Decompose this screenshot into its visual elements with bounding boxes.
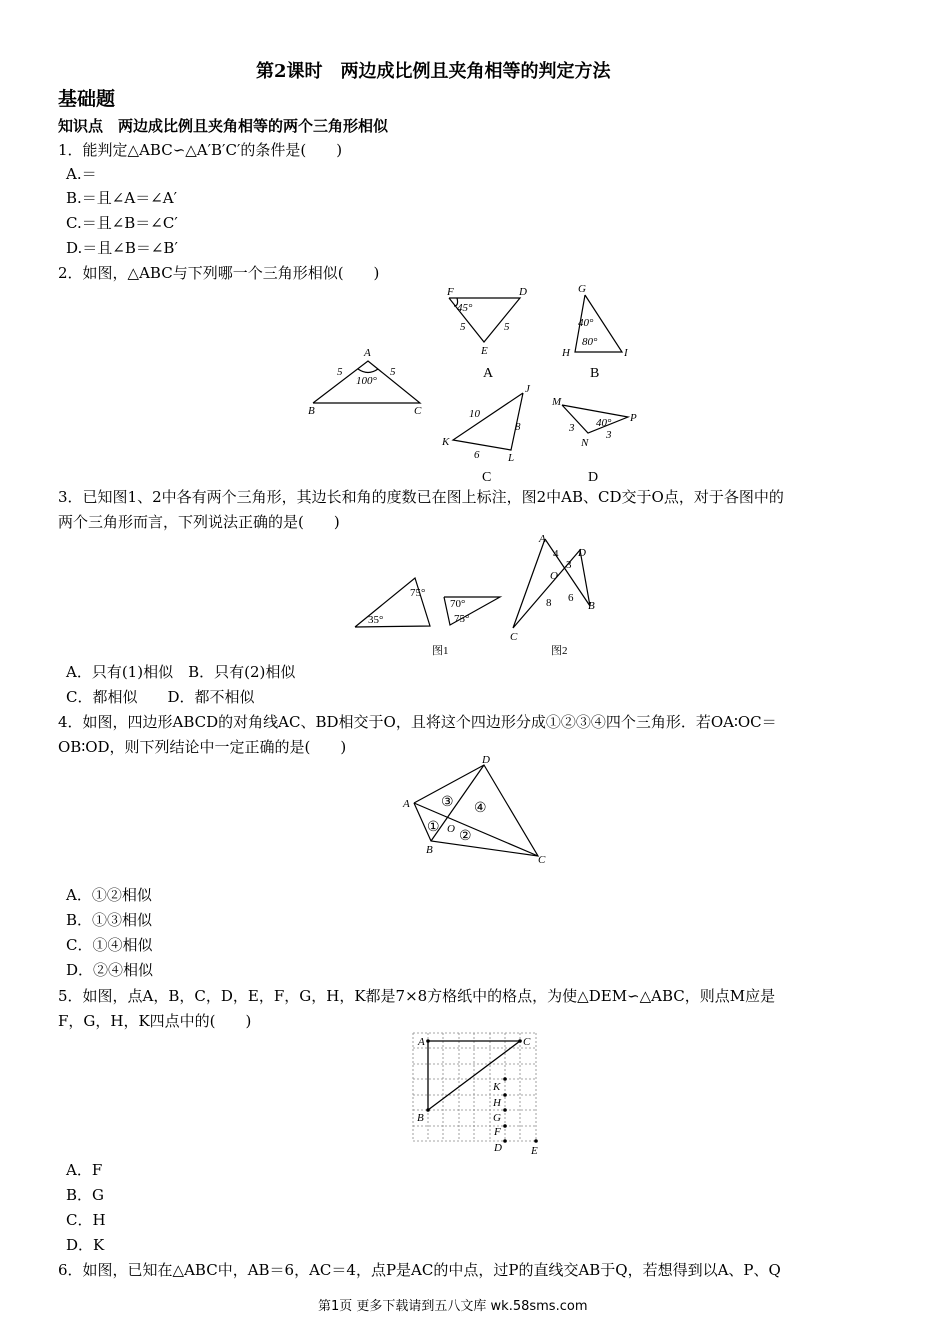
q4-region-2: ② [459,829,472,844]
q5-stem-line1: 5．如图，点A，B，C，D，E，F，G，H，K都是7×8方格纸中的格点，为使△DEM∽△ABC，则点M应是 [58,987,776,1005]
q5-label-d: D [494,1142,502,1154]
q2-a-angle: 45° [457,302,473,314]
q3-caption-fig1: 图1 [432,645,449,657]
q2-b-angle-h: 80° [582,336,598,348]
q2-b-label-h: H [562,347,570,359]
q2-a-label-e: E [481,345,488,357]
q2-caption-c: C [482,470,492,485]
q5-stem-line2: F，G，H，K四点中的( ) [58,1012,252,1030]
q5-label-c: C [523,1036,531,1048]
q4-label-o: O [447,823,455,835]
q5-label-g: G [493,1112,501,1124]
q4-region-1: ① [427,820,440,835]
q3-fig1-triangle1 [355,578,430,627]
q3-stem-line2: 两个三角形而言，下列说法正确的是( ) [58,513,340,531]
q2-c-label-j: J [525,383,530,395]
q3-f2-label-d: D [578,547,586,559]
q2-side-ac: 5 [390,366,396,378]
q2-option-c-triangle [453,393,523,450]
q2-caption-a: A [483,366,494,381]
q2-c-side-kl: 6 [474,449,480,461]
q5-label-e: E [531,1145,538,1157]
q3-options-cd[interactable]: C．都相似 D．都不相似 [66,688,255,706]
knowledge-point: 知识点 两边成比例且夹角相等的两个三角形相似 [58,117,389,135]
q4-option-a[interactable]: A．①②相似 [66,886,152,904]
q1-option-b[interactable]: B.＝且∠A＝∠A′ [66,189,177,207]
q3-f2-side-ao: 4 [553,548,559,560]
q3-f2-label-c: C [510,631,518,643]
q3-options-ab[interactable]: A．只有(1)相似 B．只有(2)相似 [66,663,296,681]
q2-b-label-i: I [624,347,628,359]
q2-stem: 2．如图，△ABC与下列哪一个三角形相似( ) [58,264,380,282]
q6-stem: 6．如图，已知在△ABC中，AB＝6，AC＝4，点P是AC的中点，过P的直线交AB于Q，若想得到以A、P、Q [58,1261,781,1279]
q3-stem-line1: 3．已知图1、2中各有两个三角形，其边长和角的度数已在图上标注，图2中AB、CD交于O点，对于各图中的 [58,488,784,506]
q1-option-d[interactable]: D.＝且∠B＝∠B′ [66,239,178,257]
q2-c-label-l: L [508,452,515,464]
q4-label-a: A [403,798,410,810]
q5-label-a: A [418,1036,425,1048]
q4-option-b[interactable]: B．①③相似 [66,911,153,929]
q2-c-side-jl: 8 [515,421,521,433]
q5-label-k: K [493,1081,501,1093]
page-title: 第2课时 两边成比例且夹角相等的判定方法 [256,61,611,82]
q3-f1-angle4: 75° [454,613,470,625]
q3-f1-angle2: 35° [368,614,384,626]
page-footer: 第1页 更多下载请到五八文库 wk.58sms.com [318,1299,588,1314]
q1-option-a[interactable]: A.＝ [66,165,97,183]
q4-stem-line2: OB∶OD，则下列结论中一定正确的是( ) [58,738,347,756]
q2-caption-b: B [590,366,600,381]
q4-option-d[interactable]: D．②④相似 [66,961,154,979]
q2-b-label-g: G [578,283,586,295]
q2-label-a: A [364,347,371,359]
q2-figure [300,280,660,490]
q2-d-side2: 3 [606,429,612,441]
q4-stem-line1: 4．如图，四边形ABCD的对角线AC、BD相交于O，且将这个四边形分成①②③④四个三角形．若OA∶OC＝ [58,713,777,731]
q3-f2-label-a: A [539,533,546,545]
q4-label-d: D [482,754,490,766]
q3-caption-fig2: 图2 [551,645,568,657]
q2-d-label-m: M [552,396,562,408]
q2-d-side1: 3 [569,422,575,434]
q3-f2-side-bo: 6 [568,592,574,604]
q3-f2-label-b: B [588,600,595,612]
q5-figure [405,1028,555,1158]
q4-region-3: ③ [441,795,454,810]
q5-triangle-abc [428,1041,520,1110]
q4-label-c: C [538,854,546,866]
q4-option-c[interactable]: C．①④相似 [66,936,153,954]
q5-option-a[interactable]: A．F [66,1161,103,1179]
q5-label-b: B [417,1112,424,1124]
q2-angle-a: 100° [356,375,377,387]
q4-region-4: ④ [474,801,487,816]
q5-grid [413,1033,536,1141]
q2-c-side-jk: 10 [469,408,480,420]
q5-label-h: H [493,1097,501,1109]
q5-label-f: F [494,1126,501,1138]
q2-label-b: B [308,405,315,417]
q3-f1-angle3: 70° [450,598,466,610]
q2-a-side2: 5 [504,321,510,333]
q2-d-label-p: P [630,412,637,424]
section-heading: 基础题 [58,88,116,110]
q2-d-angle: 40° [596,417,612,429]
q2-label-c: C [414,405,422,417]
q3-figure [350,530,610,662]
q4-figure [395,752,555,872]
q2-caption-d: D [588,470,599,485]
q5-option-b[interactable]: B．G [66,1186,105,1204]
q3-f1-angle1: 75° [410,587,426,599]
q3-f2-label-o: O [550,570,558,582]
q1-option-c[interactable]: C.＝且∠B＝∠C′ [66,214,178,232]
q2-a-label-f: F [447,286,454,298]
q2-c-label-k: K [442,436,450,448]
q4-label-b: B [426,844,433,856]
q2-a-side1: 5 [460,321,466,333]
q3-f2-side-do: 3 [566,559,572,571]
q1-stem: 1．能判定△ABC∽△A′B′C′的条件是( ) [58,141,343,159]
q2-b-angle-g: 40° [578,317,594,329]
q5-option-d[interactable]: D．K [66,1236,105,1254]
q5-option-c[interactable]: C．H [66,1211,106,1229]
q3-f2-side-co: 8 [546,597,552,609]
q2-d-label-n: N [581,437,589,449]
q2-a-label-d: D [519,286,527,298]
q2-side-ab: 5 [337,366,343,378]
